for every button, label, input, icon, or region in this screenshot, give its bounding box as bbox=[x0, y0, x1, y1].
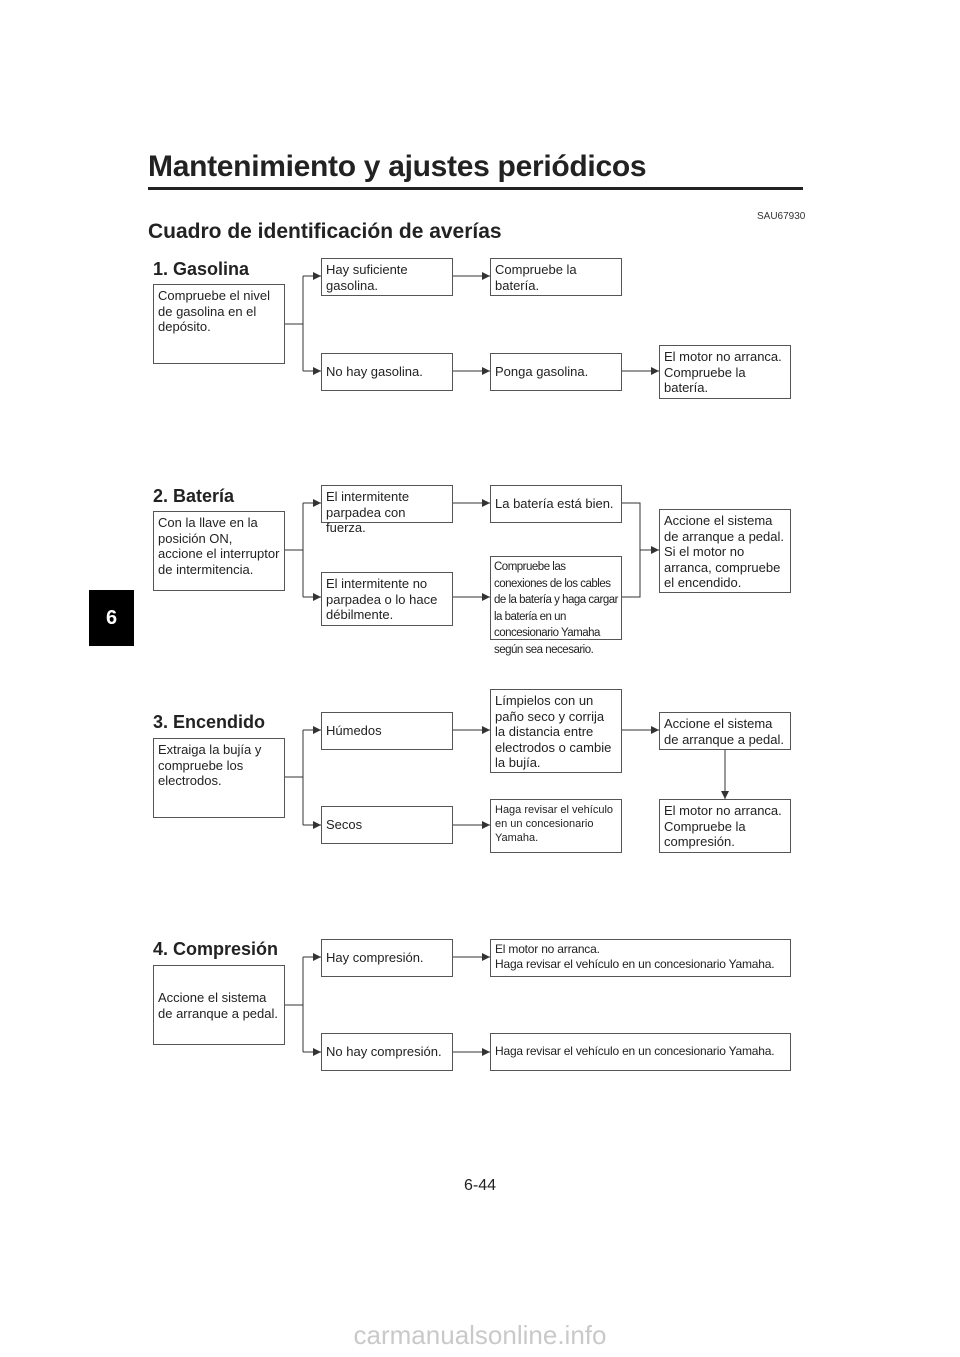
start-box-encendido: Extraiga la bujía y compruebe los electrodos. bbox=[153, 738, 285, 818]
result-a-compresion bbox=[490, 939, 791, 977]
connector bbox=[622, 503, 640, 597]
chapter-tab: 6 bbox=[89, 590, 134, 646]
section-heading-bateria: 2. Batería bbox=[153, 486, 235, 506]
result-a-encendido: Límpielos con un paño seco y corrija la distancia entre electrodos o cambie la bujía. bbox=[490, 689, 622, 773]
next-box-encendido: Accione el sistema de arranque a pedal. bbox=[659, 712, 791, 750]
branch-b-bateria: El intermitente no parpadea o lo hace débilmente. bbox=[321, 572, 453, 626]
section-title: Cuadro de identificación de averías bbox=[148, 220, 502, 243]
final-box-gasolina: El motor no arranca. Compruebe la batería. bbox=[659, 345, 791, 399]
section-heading-gasolina: 1. Gasolina bbox=[153, 259, 250, 279]
result-b-compresion: Haga revisar el vehículo en un concesionario Yamaha. bbox=[490, 1033, 791, 1071]
branch-a-gasolina: Hay suficiente gasolina. bbox=[321, 258, 453, 296]
final-box-bateria: Accione el sistema de arranque a pedal. Si el motor no arranca, compruebe el encendido. bbox=[659, 509, 791, 593]
branch-b-compresion: No hay compresión. bbox=[321, 1033, 453, 1071]
result-a-gasolina: Compruebe la batería. bbox=[490, 258, 622, 296]
section-heading-compresion: 4. Compresión bbox=[153, 939, 279, 959]
start-box-bateria: Con la llave en la posición ON, accione el interruptor de intermitencia. bbox=[153, 511, 285, 591]
start-box-compresion: Accione el sistema de arranque a pedal. bbox=[153, 965, 285, 1045]
branch-a-bateria: El intermitente parpadea con fuerza. bbox=[321, 485, 453, 523]
result-b-encendido: Haga revisar el vehículo en un concesionario Yamaha. bbox=[490, 799, 622, 853]
branch-a-compresion: Hay compresión. bbox=[321, 939, 453, 977]
page-number: 6-44 bbox=[463, 1177, 497, 1194]
watermark: carmanualsonline.info bbox=[353, 1320, 607, 1350]
result-a-bateria: La batería está bien. bbox=[490, 485, 622, 523]
branch-b-encendido: Secos bbox=[321, 806, 453, 844]
start-box-gasolina: Compruebe el nivel de gasolina en el depósito. bbox=[153, 284, 285, 364]
result-a-line2: Haga revisar el vehículo en un concesionario Yamaha. bbox=[495, 957, 775, 971]
branch-a-encendido: Húmedos bbox=[321, 712, 453, 750]
result-b-bateria: Compruebe las conexiones de los cables de la batería y haga cargar la batería en un concesionario Yamaha según sea necesario. bbox=[490, 556, 622, 640]
result-b-gasolina: Ponga gasolina. bbox=[490, 353, 622, 391]
section-heading-encendido: 3. Encendido bbox=[153, 712, 266, 732]
result-a-line1: El motor no arranca. bbox=[495, 942, 600, 956]
page-title: Mantenimiento y ajustes periódicos bbox=[148, 150, 647, 183]
final-box-encendido: El motor no arranca. Compruebe la compresión. bbox=[659, 799, 791, 853]
reference-code: SAU67930 bbox=[757, 211, 806, 222]
branch-b-gasolina: No hay gasolina. bbox=[321, 353, 453, 391]
